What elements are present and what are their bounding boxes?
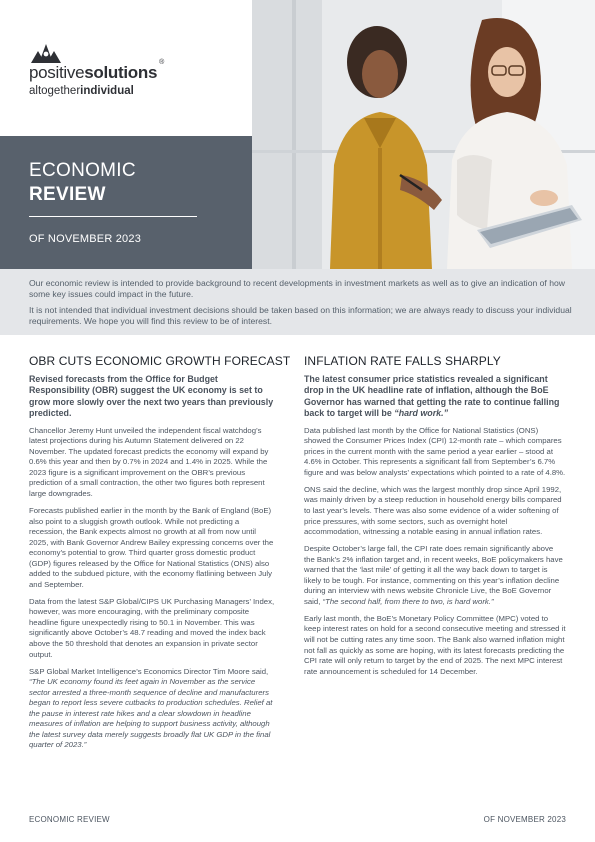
brand-tagline: altogetherindividual [29,85,134,97]
lead-text: The latest consumer price statistics revealed a significant drop in the UK headline rate of inflation, although the BoE Governor has warned that getting the rate to continue falling back to target will be [304,374,560,419]
issue-date: OF NOVEMBER 2023 [29,233,142,245]
quote-text: “The UK economy found its feet again in November as the service sector arrested a three-month sequence of decline and manufacturers began to report less severe cutbacks to production schedules. Relief at the pause in interest rate hikes and a clear slowdown in headline measures of inflation are helping to support business activity, although the latest survey data merely suggests broadly flat UK GDP in the final quarter of 2023.” [29,677,273,750]
title-divider [29,216,197,217]
article-right-paragraph-1: Data published last month by the Office for National Statistics (ONS) showed the Consumer Prices Index (CPI) 12-month rate – which compares prices in the current month with the same period a year earlier – stood at 4.6% in October. This represents a significant fall from September’s 6.7% figure and was below analysts’ expectations which pointed to a rate of 4.8%. [304,425,566,477]
article-left-heading: OBR CUTS ECONOMIC GROWTH FORECAST [29,354,291,368]
footer-left: ECONOMIC REVIEW [29,815,110,824]
title-panel [0,136,252,269]
article-right-heading: INFLATION RATE FALLS SHARPLY [304,354,501,368]
article-right-paragraph-2: ONS said the decline, which was the largest monthly drop since April 1992, was mainly driven by a steep reduction in household energy bills compared to last year’s levels. There was also some evidence of a wider softening of price pressures, with some sectors, such as overnight hotel accommodation, witnessing a notable easing in annual inflation rates. [304,484,562,537]
lead-quote: “hard work.” [394,408,449,419]
brand-name: positivesolutions® [29,59,164,82]
title-line-2: REVIEW [29,184,106,205]
article-right [304,353,566,684]
title-line-1: ECONOMIC [29,160,136,181]
intro-paragraph-2: It is not intended that individual investment decisions should be taken based on this information; we are always ready to discuss your individual requirements. We hope you will find this review to be of interest. [29,305,572,326]
logo-area [0,0,252,136]
article-right-paragraph-4: Early last month, the BoE’s Monetary Policy Committee (MPC) voted to keep interest rates on hold for a second consecutive meeting and stressed it will not be cutting rates any time soon. The Bank also warned inflation might not fall as quickly as some are hoping, with its latest forecasts predicting the CPI rate will only return to target by the end of 2025. The next MPC interest rate announcement is scheduled for 14 December. [304,613,566,676]
quote-attribution: S&P Global Market Intelligence’s Economics Director Tim Moore said, [29,666,269,676]
intro-band [0,269,595,335]
article-left-paragraph-2: Forecasts published earlier in the month by the Bank of England (BoE) also point to a sluggish growth outlook. While not predicting a recession, the Bank expects almost no growth at all from now until 2025, with Bank Governor Andrew Bailey expressing concerns over the economy’s potential to grow. Third quarter gross domestic product (GDP) figures released by the Office for National Statistics (ONS) also added to the subdued picture, with the economy flatlining between July and September. [29,505,274,589]
footer-right: OF NOVEMBER 2023 [483,815,566,824]
logo-triangles-icon [29,42,63,64]
paragraph-text: Despite October’s large fall, the CPI rate does remain significantly above the Bank’s 2% inflation target and, in recent weeks, BoE policymakers have warned that the ‘last mile’ of getting it all the way back down to target is likely to be tough. For instance, commenting on this year’s inflation decline during an interview with news website Chronicle Live, the BoE Governor said, [304,544,563,606]
intro-paragraph-1: Our economic review is intended to provide background to recent developments in investment markets as well as to give an indication of how some key issues could impact in the future. [29,278,565,299]
article-left [29,353,291,757]
article-right-paragraph-3 [304,544,566,607]
article-left-lead: Revised forecasts from the Office for Budget Responsibility (OBR) suggest the UK economy is set to grow more slowly over the next two years than previously predicted. [29,374,274,419]
article-left-paragraph-3: Data from the latest S&P Global/CIPS UK Purchasing Managers’ Index, however, was more encouraging, with the preliminary composite headline figure unexpectedly rising to 50.1 in November. This was significantly above October’s 48.7 reading and moved the index back above the 50 threshold that denotes an expansion in private sector output. [29,596,275,659]
quote-text: “The second half, from there to two, is hard work.” [322,596,494,606]
article-left-paragraph-1: Chancellor Jeremy Hunt unveiled the independent fiscal watchdog’s latest projections during his Autumn Statement delivered on 22 November. The updated forecast predicts the economy will expand by 0.6% this year and then by 0.7% in 2024 and 1.4% in 2025. While the 2023 figure is a significant improvement on the OBR’s previous prediction of a small contraction, the other two figures both represent large downgrades. [29,425,269,498]
photo-illustration [252,0,595,269]
article-left-paragraph-4 [29,667,275,751]
header-photo [252,0,595,269]
article-right-lead [304,374,566,420]
